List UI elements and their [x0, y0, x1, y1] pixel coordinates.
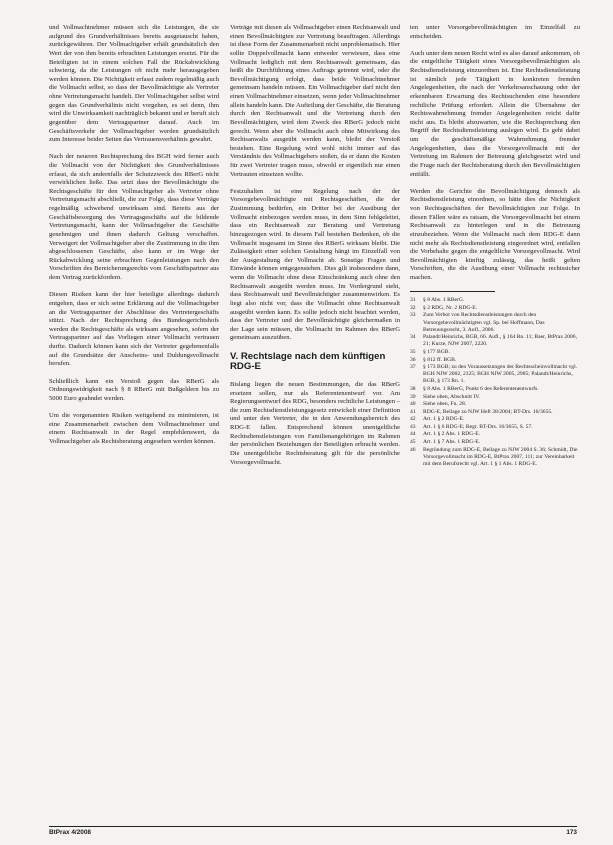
footnote	[410, 431, 580, 438]
footnote-number: 41	[410, 408, 416, 415]
footnote	[410, 349, 580, 356]
body-paragraph: Auch unter dem neuen Recht wird es also darauf ankommen, ob die entgeltliche Tätigkeit eines Vorsorgebevollmächtigten als Rechtsdienstleistung einzuordnen ist. Eine Rechtsdienstleistung ist nämlich jede Tätigkeit in konkreten fremden Angelegenheiten, die nach der Verkehrsanschauung oder der erkennbaren Erwartung des Rechtsuchenden eine besondere rechtliche Prüfung erfordert. Allein die Übernahme der Rechtswahrnehmung fremder Angelegenheiten reicht dafür nicht aus. Es bleibt abzuwarten, wie die Rechtsprechung den Begriff der Rechtsdienstleistung auslegen wird. Es geht dabei um die geschäftsmäßige Wahrnehmung fremder Angelegenheiten, dass die Vorsorgevollmacht mit der Vertretung im Rahmen der Betreuung gleichgesetzt wird und die Frage nach der Rechtsberatung durch den Bevollmächtigten entfällt.	[410, 49, 580, 178]
footnote-text: Art. 1 § 7 Abs. 1 RDG-E.	[423, 439, 481, 446]
footnote-text: § 8 Abs. 1 RBerG.	[423, 297, 465, 304]
body-paragraph: Werden die Gerichte die Bevollmächtigung dennoch als Rechtsdienstleistung einordnen, so hätte dies die Nichtigkeit von Rechtsgeschäften der Bevollmächtigten zur Folge. In diesen Fällen wäre es ratsam, die Vorsorgevollmacht bei einem Rechtsanwalt zu hinterlegen und in die Betreuung einzubeziehen. Wenn die Vollmacht nach dem RDG-E dann nicht mehr als Rechtsdienstleistung eingeordnet wird, entfallen die Vorbehalte gegen die entgeltliche Vorsorgevollmacht. Wird Bevollmächtigten künftig zulässig, das heißt gelten Vorschriften, die die Ausübung einer Vollmacht rechtssicher machen.	[410, 187, 580, 282]
footnote	[410, 401, 580, 408]
footnote-number: 37	[410, 364, 416, 371]
footnote-text: § 173 BGB; zu den Voraussetzungen der Rechtsscheinvollmacht vgl. BGH NJW 2002, 2325; BGH NJW 2005, 2985; Palandt/Heinrichs, BGB, § 173 Rn. 1.	[423, 364, 578, 385]
footnote	[410, 297, 580, 304]
body-paragraph: Schließlich kann ein Verstoß gegen das RBerG als Ordnungswidrigkeit nach § 8 RBerG mit Bußgeldern bis zu 5000 Euro geahndet werden.	[49, 377, 219, 402]
footnote	[410, 312, 580, 333]
footnote-number: 39	[410, 393, 416, 400]
footnote	[410, 357, 580, 364]
footnote-text: Art. 1 § 2 RDG-E.	[423, 416, 465, 423]
page-number: 173	[566, 829, 577, 836]
body-paragraph: Diesen Risiken kann der hier beteiligte allerdings dadurch entgehen, dass er sich seine Erklärung auf die Vollmachtgeber an die Vertragspartner der Abschlüsse des Vertretergeschäfts stützt. Nach der Rechtsprechung des Bundesgerichtshofs werden die Rechtsgeschäfte als wirksam angesehen, sofern der Vertragspartner auf das Vorliegen einer Vollmacht vertrauen durfte. Dadurch können kann sich der Vertreter gegebenenfalls auf die Grundsätze der Anscheins- und Duldungsvollmacht berufen.	[49, 291, 219, 368]
body-paragraph: Um die vorgenannten Risiken weitgehend zu minimieren, ist eine Zusammenarbeit zwischen dem Vollmachtnehmer und einem Rechtsanwalt in der Regel empfehlenswert, da Vollmachtgeber als Rechtsberatung angesehen werden können.	[49, 412, 219, 445]
footnote	[410, 424, 580, 431]
footer-rule	[49, 826, 577, 827]
footnote-text: § 2 RDG, Nr. 2 RDG-E.	[423, 304, 478, 311]
footnote-text: Begründung zum RDG-E, Beilage zu NJW 2004 S. 36; Schmidt, Die Vorsorgevollmacht im RDG-E, BtPrax 2007, 111; zur Vereinbarkeit mit dem Berufsrecht vgl. Art. 1 § 1 Abs. 1 RDG-E.	[423, 446, 578, 467]
footnote-text: § 8 Abs. 1 RBerG, Punkt 6 des Referentenentwurfs.	[423, 385, 539, 392]
journal-issue: BtPrax 4/2008	[49, 829, 91, 836]
body-paragraph: Verträge mit diesen als Vollmachtgeber einen Rechtsanwalt und einen Bevollmächtigten zur Vertretung beauftragen. Allerdings ist diese Form der Zusammenarbeit nicht unproblematisch. Hier sollte Doppelvollmacht kann entweder verwiesen, dass eine Vollmacht lediglich mit dem Rechtsanwalt gemeinsam, das heißt die Durchführung eines Auftrags getrennt wird, oder die Bevollmächtigung erfolgt, dass beide Vollmachtnehmer gemeinsam handeln müssen. Ein Vollmachtgeber darf nicht den einen Vollmachtnehmer einsetzen, wenn jeder Vollmachtnehmer allein handeln kann. Die Aufteilung der Geschäfte, die Beratung durch den Rechtsanwalt und die Vertretung durch den Bevollmächtigten, wird dem Zweck des RBerG jedoch nicht gerecht. Wenn aber die Vollmacht auch ohne Mitwirkung des Rechtsanwalts ausgeübt werden kann, bleibt der Verstoß bestehen. Eine Regelung wird wohl nicht immer auf das Verständnis des Vollmachtgebers stoßen, da er dann die Kosten für zwei Vertreter tragen muss, obwohl er eigentlich nur einen Vertrauten einsetzen wollte.	[230, 24, 400, 178]
footnote-number: 43	[410, 423, 416, 430]
footnote	[410, 334, 580, 348]
footnote-number: 44	[410, 431, 416, 438]
body-paragraph: Bislang liegen die neuen Bestimmungen, die das RBerG ersetzen sollen, nur als Referentenentwurf vor. Am Regierungsentwurf des RDG, besonders rechtliche Leistungen – die zum Rechtsdienstleistungsgesetz entwickelt einer Definition und unter den Vertreter, die in den Anwendungsbereich des RDG-E fallen. Entsprechend können unentgeltliche Rechtsdienstleistungen von Familienangehörigen im Rahmen der persönlichen Beziehungen der Beteiligten erbracht werden. Die unentgeltliche Rechtsberatung gilt für die persönliche Vorsorgevollmacht.	[230, 380, 400, 466]
footnote-number: 40	[410, 401, 416, 408]
text-column-middle	[230, 24, 400, 476]
footnote-text: Siehe oben, Abschnitt IV.	[423, 393, 480, 400]
body-paragraph: Festzuhalten ist eine Regelung nach der der Vorsorgebevollmächtigte mit Rechtsgeschäften, die der Zustimmung bedürfen, ein Dritter bei der Ausübung der Vollmacht einbezogen werden muss, in dem Sinn fehlgeleitet, dass ein Rechtsanwalt zur Beratung und Vertretung hinzugezogen wird. In diesem Fall bestehen Bedenken, ob die Vollmacht insgesamt im Sinne des RBerG wirksam bleibt. Die Zulässigkeit einer solchen Gestaltung hängt im Einzelfall von der Ausgestaltung der Vollmacht ab. Sonstige Fragen und Einwände können entgegenstehen. Dies gilt insbesondere dann, wenn die Vollmacht ohne diese Einschränkung auch ohne den Rechtsanwalt ausgeübt werden muss. Im Vordergrund steht, dass Rechtsanwalt und Bevollmächtigter zusammenwirken. Es liegt also nicht vor, dass die Vollmacht ohne Rechtsanwalt ausgeübt werden kann. Es sollte jedoch nicht beachtet werden, dass der Vertreter und der Bevollmächtigte gleichermaßen in der Lage sein müssen, die Vollmacht im Rahmen des RBerG gemeinsam auszuüben.	[230, 187, 400, 342]
footnote	[410, 364, 580, 385]
footnote-text: RDG-E, Beilage zu NJW Heft 38/2004; BT-Drs. 16/3655.	[423, 408, 553, 415]
footnotes	[410, 297, 580, 468]
footnote	[410, 416, 580, 423]
footnote	[410, 394, 580, 401]
footnote-number: 34	[410, 334, 416, 341]
footnote	[410, 447, 580, 468]
body-paragraph: Nach der neueren Rechtsprechung des BGH wird ferner auch die Vollmacht von der Nichtigkeit des Grundverhältnisses erfasst, da sich andernfalls der Schutzzweck des RBerG nicht verwirklichen ließe. Das setzt dass der Bevollmächtigte die Rechtsgeschäfte für den Vollmachtgeber als Vertreter ohne Vertretungsmacht abschließt, die zur Folge, dass diese Verträge regelmäßig schwebend unwirksam sind. Bereits aus der Geschäftsbesorgung des Vertragsgeschäfts auf die bildende Vertretungsmacht, kann der Vollmachtgeber die Geschäfte genehmigen und ihnen dadurch Geltung verschaffen. Verweigert der Vollmachtgeber aber die Zustimmung in die ihm abgeschlossenen Geschäfte, also kann er im Wege der Rückabwicklung seine erbrachten Gegenleistungen nach den Vorschriften des Bereicherungsrechts vom Geschäftspartner aus dem Vertrag zurückfordern.	[49, 153, 219, 282]
footnote-text: Art. 1 § 6 RDG-E; Begr. BT-Drs. 16/3655, S. 57.	[423, 423, 533, 430]
footnote	[410, 305, 580, 312]
body-paragraph: ten unter Vorsorgebevollmächtigten im Einzelfall zu entscheiden.	[410, 24, 580, 40]
body-paragraph: und Vollmachtnehmer müssen sich die Leistungen, die sie aufgrund des Grundverhältnisses bereits ausgetauscht haben, zurückgewähren. Der Vollmachtgeber erhält grundsätzlich den Wert der von ihm bereits erbrachten Leistungen ersetzt. Für die Beteiligten ist in einem solchen Fall die Rückabwicklung schwierig, da die Leistungen oft nicht mehr herausgegeben werden können. Die Nichtigkeit erfasst zudem regelmäßig auch die Vollmacht selbst, so dass der Bevollmächtigte als Vertreter ohne Vertretungsmacht handelt. Der Vollmachtgeber selbst wird gegen das Grundverhältnis nicht vorgehen, es sei denn, ihm wird die Unwirksamkeit nachträglich bekannt und er beruft sich gegenüber dem Vertragspartner darauf. Auch im Geschäftsverkehr der Vollmachtgeber werden grundsätzlich zum Interesse beider Seiten das Vertrauensverhältnis gewahrt.	[49, 24, 219, 144]
footnote-number: 31	[410, 297, 416, 304]
footnote-text: Art. 1 § 2 Abs. 1 RDG-E.	[423, 431, 481, 438]
footnote-number: 42	[410, 416, 416, 423]
footnote-number: 45	[410, 439, 416, 446]
footnote	[410, 409, 580, 416]
footnote-text: § 812 ff. BGB.	[423, 356, 457, 363]
footnote-separator	[410, 291, 495, 292]
footnote	[410, 439, 580, 446]
footnote-text: Zum Verbot von Rechtsdienstleistungen durch den Vorsorgebevollmächtigten vgl. Sp. bei Hoffmann, Das Betreuungsrecht, 3. Aufl., 2006.	[423, 312, 545, 333]
text-column-left	[49, 24, 219, 455]
footnote-text: § 177 BGB.	[423, 348, 450, 355]
section-heading: V. Rechtslage nach dem künftigen RDG-E	[230, 350, 386, 373]
footnote-text: Siehe oben, Fn. 28.	[423, 401, 467, 408]
footnote	[410, 386, 580, 393]
footnote-number: 36	[410, 356, 416, 363]
footnote-number: 35	[410, 348, 416, 355]
footnote-number: 33	[410, 312, 416, 319]
footnote-text: Palandt/Heinrichs, BGB, 66. Aufl., § 164 Rn. 11; Baer, BtPrax 2006, 21; Kurze, NJW 2007, 2220.	[423, 334, 578, 348]
text-column-right	[410, 24, 580, 468]
footnote-number: 38	[410, 385, 416, 392]
footnote-number: 32	[410, 304, 416, 311]
footnote-number: 46	[410, 446, 416, 453]
